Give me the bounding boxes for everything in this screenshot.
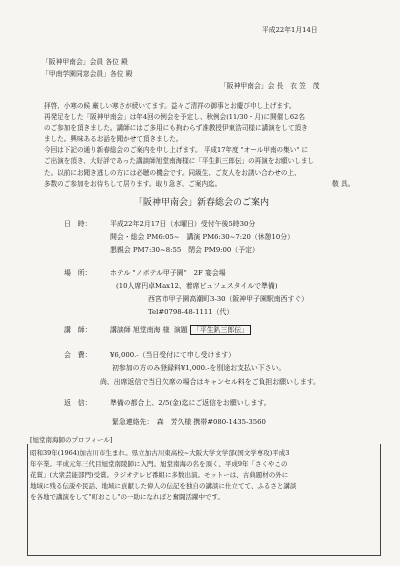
fee-label: 会 費：	[64, 351, 92, 359]
reply-label: 返 信：	[64, 399, 92, 407]
fee-line: 初参加の方のみ登録料¥1,000.-を別途お支払い下さい。	[112, 364, 286, 372]
paragraph-line: 再発足をした「阪神甲南会」は年4回の例会を予定し、秋例会(11/30・月)に開催し62名	[44, 113, 305, 122]
paragraph-line: のご参加を頂きました。講師にはご多用にも拘わらず准教授伊東浩司様に講演をして頂き	[44, 124, 308, 133]
profile-line: 地域に残る伝説や民話、地域に貢献した偉人の伝記を独自の講談に仕立てて、ふるさと講談	[30, 482, 297, 490]
cancel-note: 尚、出席返信で当日欠席の場合はキャンセル料をご負担お願いします。	[100, 378, 320, 386]
datetime-line: 平成22年2月17日（水曜日）受付午後5時30分	[110, 220, 256, 228]
letter-date: 平成22年1月14日	[262, 26, 318, 34]
place-line: 西宮市甲子園高潮町3-30（阪神甲子園駅南西すぐ）	[148, 295, 309, 303]
paragraph-line: ました。興味あるお話を聞かせて頂きました。	[44, 135, 183, 144]
profile-line: 昭和39年(1964)加古川市生まれ。県立加古川東高校~大阪大学文学部(国文学専攻)平成3	[30, 449, 290, 457]
profile-line: を各地で講演をして"町おこし"の一助になればと奮闘活躍中です。	[30, 493, 224, 501]
lecture-title: 「平生釟三郎伝」	[190, 325, 251, 335]
fee-line: ¥6,000.-（当日受付にて申し受けます）	[110, 351, 236, 359]
datetime-row-1	[64, 219, 255, 229]
lecturer-name: 講談師 旭堂南海 様	[110, 326, 170, 334]
place-row-1	[64, 268, 226, 278]
paragraph-line: 多数のご参加をお待ちして居ります。取り急ぎ、ご案内迄。	[44, 179, 222, 188]
lecture-title-label: 演題	[173, 326, 188, 334]
lecturer-label: 講 師：	[64, 326, 92, 334]
paragraph-line: た。以前にお聞き逃しの方には必聴の機会です。同級生、ご友人をお誘い合わせの上、	[44, 168, 301, 177]
emergency-contact: 緊急連絡先： 森 芳久様 携帯#080-1435-3560	[112, 418, 266, 426]
paragraph-line: 拝啓、小寒の候 厳しい寒さが続いてます。益々ご清祥の御事とお慶び申し上げます。	[44, 102, 296, 110]
notice-title: 「阪神甲南会」新春総会のご案内	[134, 198, 270, 208]
place-line: Tel#0798-48-1111（代）	[148, 308, 234, 316]
reply-row	[64, 398, 271, 408]
place-label: 場 所：	[64, 269, 92, 277]
profile-line: 年卒業。平成元年三代目旭堂南陵師に入門。旭堂南海の名を頂く、平成9年「さくやこの	[30, 460, 288, 468]
profile-frame	[27, 444, 381, 556]
closing-keigu: 敬 具。	[332, 180, 355, 188]
letter-paragraph	[44, 101, 360, 190]
place-line: (10人席円卓Max12、着席ビュフェスタイルで準備)	[116, 282, 278, 290]
datetime-line: 懇親会 PM7:30~8:55 閉会 PM9:00（予定）	[110, 246, 259, 254]
datetime-line: 開会・総会 PM6:05~ 講演 PM6:30~7:20（休憩10分）	[110, 233, 295, 241]
recipient-line-2: 「甲南学園同窓会員」各位 殿	[42, 70, 133, 78]
profile-line: 花賞」(大衆芸能部門)受賞。ラジオテレビ番組に多数出演。モットーは、古典題材の外に	[30, 471, 289, 479]
sender-line: 「阪神甲南会」会 長 衣 笠 茂	[220, 82, 320, 90]
lecturer-row	[64, 325, 251, 335]
recipient-line-1: 「阪神甲南会」会員 各位 殿	[42, 58, 128, 66]
paragraph-line: 今回は下記の通り新春総会のご案内を申し上げます。 平成17年度 "オール甲南の集い" に	[44, 146, 309, 155]
profile-heading: [旭堂南海師のプロフィール]	[30, 436, 113, 444]
datetime-label: 日 時：	[64, 220, 92, 228]
reply-text: 準備の都合上、2/5(金)迄にご返信をお願いします。	[110, 399, 271, 407]
fee-row-1	[64, 350, 235, 360]
place-line: ホテル "ノボテル甲子園" 2F 宴会場	[110, 269, 226, 277]
paragraph-line: ご出演を頂き、大好評であった講談師旭堂南海様に「平生釟三郎伝」の再演をお願いしまし	[44, 157, 315, 166]
